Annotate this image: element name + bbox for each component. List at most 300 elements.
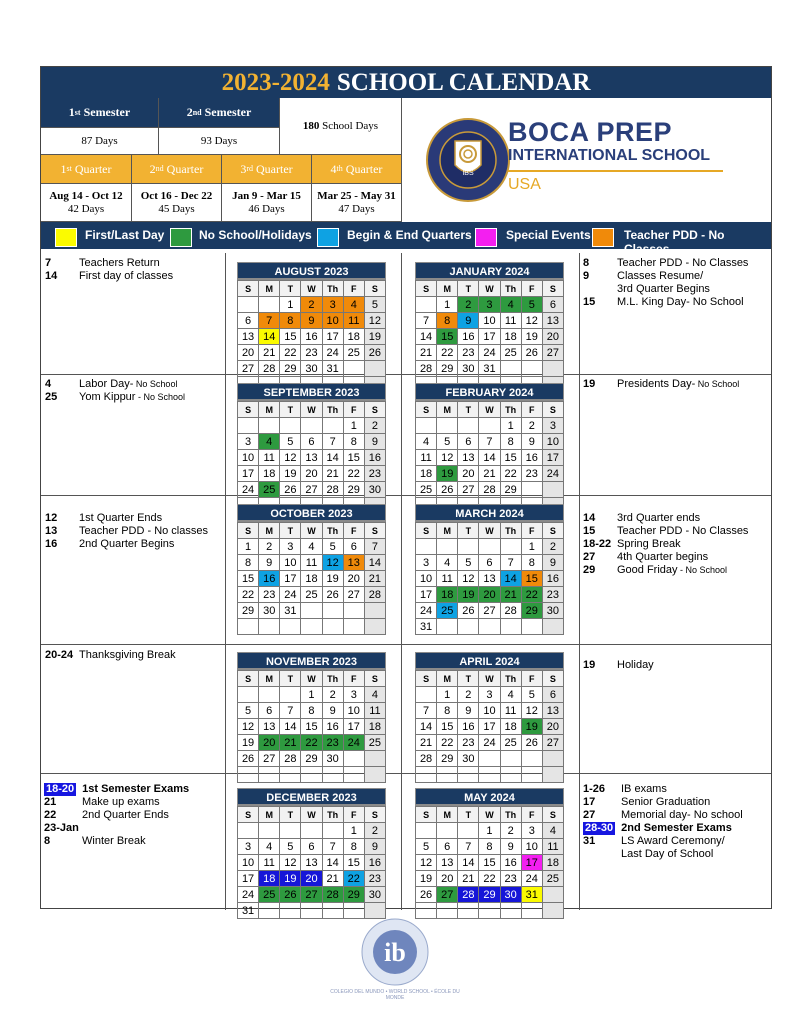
empty-day: [458, 619, 479, 635]
weekday-header: Th: [323, 807, 344, 823]
event-text: 2nd Semester Exams: [621, 822, 732, 834]
event-text: 3rd Quarter Begins: [617, 283, 710, 295]
day-cell: 13: [479, 571, 500, 587]
day-cell: 10: [416, 571, 437, 587]
event-item: [44, 783, 189, 796]
weekday-header: Th: [323, 523, 344, 539]
day-cell: 15: [479, 855, 500, 871]
color-legend: [41, 222, 771, 256]
day-cell: 18: [543, 855, 564, 871]
event-text: IB exams: [621, 783, 667, 795]
day-cell: 9: [458, 703, 479, 719]
day-cell: 6: [301, 839, 322, 855]
empty-day: [543, 619, 564, 635]
empty-day: [479, 619, 500, 635]
day-cell: 10: [344, 703, 365, 719]
event-date: 14: [583, 512, 596, 524]
month-november-2023: [237, 652, 386, 783]
row-divider: [41, 773, 771, 774]
weekday-header: S: [365, 807, 386, 823]
day-cell: 11: [365, 703, 386, 719]
day-cell: 29: [479, 887, 500, 903]
empty-day: [543, 751, 564, 767]
day-cell: 6: [238, 313, 259, 329]
event-item: [583, 283, 748, 296]
day-cell: 14: [323, 450, 344, 466]
day-cell: 25: [501, 345, 522, 361]
empty-day: [458, 767, 479, 783]
quarter-3-header: 3 rd Quarter: [222, 155, 312, 184]
day-cell: 13: [301, 450, 322, 466]
day-cell: 31: [238, 903, 259, 919]
day-cell: 25: [259, 482, 280, 498]
day-cell: 27: [543, 345, 564, 361]
month-title: FEBRUARY 2024: [415, 383, 564, 401]
day-cell: 21: [501, 587, 522, 603]
day-cell: 4: [259, 434, 280, 450]
empty-day: [344, 767, 365, 783]
event-text: Yom Kippur: [79, 391, 136, 403]
day-cell: 26: [238, 751, 259, 767]
weekday-header: F: [522, 671, 543, 687]
empty-day: [479, 751, 500, 767]
weekday-header: M: [437, 523, 458, 539]
day-cell: 22: [344, 466, 365, 482]
day-cell: 27: [479, 603, 500, 619]
day-cell: 1: [437, 687, 458, 703]
day-cell: 20: [259, 735, 280, 751]
day-cell: 21: [323, 871, 344, 887]
day-cell: 22: [301, 735, 322, 751]
day-cell: 13: [458, 450, 479, 466]
day-cell: 9: [501, 839, 522, 855]
column-divider: [401, 253, 402, 910]
month-title: MARCH 2024: [415, 504, 564, 522]
event-item: [583, 835, 743, 848]
day-cell: 30: [458, 361, 479, 377]
day-cell: 29: [522, 603, 543, 619]
event-date: 14: [45, 270, 58, 282]
event-text: Teachers Return: [79, 257, 160, 269]
day-cell: 11: [437, 571, 458, 587]
school-crest-icon: [425, 117, 511, 203]
day-cell: 24: [280, 587, 301, 603]
event-item: [583, 783, 743, 796]
empty-day: [416, 539, 437, 555]
event-text: Make up exams: [82, 796, 160, 808]
empty-day: [301, 619, 322, 635]
empty-day: [437, 418, 458, 434]
weekday-header: T: [458, 523, 479, 539]
event-item: [583, 659, 654, 672]
month-grid: [415, 280, 564, 393]
empty-day: [323, 418, 344, 434]
day-cell: 23: [522, 466, 543, 482]
weekday-header: M: [259, 523, 280, 539]
empty-day: [458, 539, 479, 555]
weekday-header: W: [479, 402, 500, 418]
empty-day: [301, 603, 322, 619]
day-cell: 17: [479, 719, 500, 735]
weekday-header: Th: [501, 281, 522, 297]
day-cell: 25: [416, 482, 437, 498]
day-cell: 28: [280, 751, 301, 767]
event-date: 27: [583, 809, 596, 821]
day-cell: 26: [323, 587, 344, 603]
event-text: First day of classes: [79, 270, 174, 282]
logo-school-subtitle: INTERNATIONAL SCHOOL: [508, 147, 711, 164]
day-cell: 22: [437, 345, 458, 361]
month-title: NOVEMBER 2023: [237, 652, 386, 670]
day-cell: 27: [437, 887, 458, 903]
events-december: [44, 783, 189, 848]
day-cell: 20: [301, 871, 322, 887]
day-cell: 25: [437, 603, 458, 619]
event-date: 17: [583, 796, 596, 808]
weekday-header: T: [458, 807, 479, 823]
day-cell: 28: [323, 482, 344, 498]
day-cell: 4: [501, 687, 522, 703]
weekday-header: Th: [501, 671, 522, 687]
day-cell: 28: [416, 361, 437, 377]
event-date: 19: [583, 659, 596, 671]
day-cell: 14: [365, 555, 386, 571]
day-cell: 8: [344, 839, 365, 855]
day-cell: 17: [543, 450, 564, 466]
events-march: [583, 512, 748, 577]
day-cell: 6: [301, 434, 322, 450]
day-cell: 5: [522, 687, 543, 703]
day-cell: 8: [437, 313, 458, 329]
day-cell: 14: [259, 329, 280, 345]
weekday-header: Th: [501, 402, 522, 418]
day-cell: 16: [501, 855, 522, 871]
day-cell: 28: [479, 482, 500, 498]
day-cell: 2: [543, 539, 564, 555]
day-cell: 22: [501, 466, 522, 482]
quarter-4-range: Mar 25 - May 31 47 Days: [312, 184, 402, 222]
month-grid: [415, 522, 564, 635]
weekday-header: T: [280, 807, 301, 823]
empty-day: [501, 767, 522, 783]
day-cell: 18: [501, 329, 522, 345]
event-item: [45, 512, 208, 525]
events-august: [45, 257, 173, 283]
empty-day: [458, 903, 479, 919]
day-cell: 2: [365, 823, 386, 839]
event-item: [583, 296, 748, 309]
event-date: 18-20: [46, 783, 75, 795]
weekday-header: S: [238, 281, 259, 297]
month-title: AUGUST 2023: [237, 262, 386, 280]
day-cell: 20: [479, 587, 500, 603]
day-cell: 21: [280, 735, 301, 751]
semester-2-days: 93 Days: [159, 128, 280, 155]
day-cell: 3: [280, 539, 301, 555]
empty-day: [259, 687, 280, 703]
day-cell: 27: [543, 735, 564, 751]
day-cell: 18: [259, 466, 280, 482]
day-cell: 8: [437, 703, 458, 719]
weekday-header: M: [259, 671, 280, 687]
day-cell: 20: [543, 719, 564, 735]
event-date: 13: [45, 525, 58, 537]
day-cell: 25: [301, 587, 322, 603]
day-cell: 21: [416, 345, 437, 361]
column-divider: [579, 253, 580, 910]
empty-day: [501, 751, 522, 767]
event-text: 1st Semester Exams: [82, 783, 190, 795]
event-text: 3rd Quarter ends: [617, 512, 701, 524]
day-cell: 25: [344, 345, 365, 361]
empty-day: [323, 767, 344, 783]
quarter-2-range: Oct 16 - Dec 22 45 Days: [132, 184, 222, 222]
day-cell: 13: [543, 703, 564, 719]
weekday-header: W: [479, 671, 500, 687]
empty-day: [280, 418, 301, 434]
day-cell: 3: [344, 687, 365, 703]
column-divider: [225, 253, 226, 910]
empty-day: [301, 823, 322, 839]
empty-day: [479, 539, 500, 555]
event-date: 25: [45, 391, 58, 403]
day-cell: 14: [479, 450, 500, 466]
row-divider: [41, 644, 771, 645]
day-cell: 29: [301, 751, 322, 767]
day-cell: 23: [301, 345, 322, 361]
event-text: Labor Day-: [79, 378, 134, 390]
svg-text:IBS: IBS: [462, 170, 474, 177]
day-cell: 17: [479, 329, 500, 345]
day-cell: 6: [543, 687, 564, 703]
quarter-1-header: 1 st Quarter: [41, 155, 132, 184]
day-cell: 12: [238, 719, 259, 735]
event-item: [583, 551, 748, 564]
day-cell: 30: [365, 887, 386, 903]
day-cell: 3: [416, 555, 437, 571]
empty-day: [238, 619, 259, 635]
empty-day: [323, 619, 344, 635]
weekday-header: S: [543, 402, 564, 418]
day-cell: 24: [479, 735, 500, 751]
empty-day: [280, 619, 301, 635]
day-cell: 15: [437, 719, 458, 735]
event-item: [583, 257, 748, 270]
day-cell: 16: [543, 571, 564, 587]
month-grid: [237, 522, 386, 635]
weekday-header: S: [416, 281, 437, 297]
event-item: [45, 257, 173, 270]
semester-2-header: 2 nd Semester: [159, 98, 280, 128]
weekday-header: S: [238, 671, 259, 687]
day-cell: 29: [344, 482, 365, 498]
month-grid: [237, 806, 386, 919]
day-cell: 13: [344, 555, 365, 571]
event-item: [45, 378, 185, 391]
day-cell: 4: [344, 297, 365, 313]
day-cell: 29: [280, 361, 301, 377]
empty-day: [437, 619, 458, 635]
legend-label-special: Special Events: [506, 228, 591, 242]
empty-day: [458, 418, 479, 434]
weekday-header: W: [479, 807, 500, 823]
day-cell: 22: [522, 587, 543, 603]
day-cell: 4: [301, 539, 322, 555]
day-cell: 3: [323, 297, 344, 313]
day-cell: 29: [344, 887, 365, 903]
weekday-header: S: [365, 523, 386, 539]
day-cell: 13: [437, 855, 458, 871]
day-cell: 23: [365, 871, 386, 887]
day-cell: 20: [437, 871, 458, 887]
logo-divider: [508, 170, 723, 172]
weekday-header: Th: [323, 671, 344, 687]
logo-country: USA: [508, 176, 541, 193]
month-grid: [415, 670, 564, 783]
day-cell: 17: [280, 571, 301, 587]
event-text: Teacher PDD - No Classes: [617, 257, 749, 269]
day-cell: 4: [259, 839, 280, 855]
day-cell: 16: [259, 571, 280, 587]
event-text: Thanksgiving Break: [79, 649, 176, 661]
legend-label-teacher-pdd: Teacher PDD - No Classes: [624, 228, 725, 256]
day-cell: 8: [238, 555, 259, 571]
day-cell: 7: [259, 313, 280, 329]
event-text: 2nd Quarter Begins: [79, 538, 175, 550]
day-cell: 26: [365, 345, 386, 361]
day-cell: 27: [301, 482, 322, 498]
day-cell: 26: [280, 482, 301, 498]
day-cell: 21: [458, 871, 479, 887]
day-cell: 1: [522, 539, 543, 555]
event-date: 12: [45, 512, 58, 524]
day-cell: 17: [344, 719, 365, 735]
day-cell: 1: [437, 297, 458, 313]
quarter-3-range: Jan 9 - Mar 15 46 Days: [222, 184, 312, 222]
empty-day: [501, 619, 522, 635]
empty-day: [416, 687, 437, 703]
weekday-header: S: [238, 523, 259, 539]
day-cell: 30: [458, 751, 479, 767]
day-cell: 24: [238, 887, 259, 903]
day-cell: 30: [543, 603, 564, 619]
calendar-frame: [40, 66, 772, 917]
day-cell: 4: [437, 555, 458, 571]
day-cell: 4: [501, 297, 522, 313]
event-date: 23-Jan 8: [44, 822, 79, 847]
day-cell: 29: [238, 603, 259, 619]
day-cell: 5: [437, 434, 458, 450]
day-cell: 9: [522, 434, 543, 450]
day-cell: 24: [344, 735, 365, 751]
month-grid: [237, 401, 386, 514]
month-title: OCTOBER 2023: [237, 504, 386, 522]
day-cell: 19: [280, 466, 301, 482]
weekday-header: T: [458, 402, 479, 418]
day-cell: 17: [238, 871, 259, 887]
day-cell: 14: [501, 571, 522, 587]
day-cell: 20: [238, 345, 259, 361]
day-cell: 8: [479, 839, 500, 855]
day-cell: 21: [259, 345, 280, 361]
day-cell: 24: [323, 345, 344, 361]
day-cell: 12: [280, 450, 301, 466]
day-cell: 9: [365, 839, 386, 855]
day-cell: 16: [522, 450, 543, 466]
day-cell: 28: [365, 587, 386, 603]
day-cell: 15: [280, 329, 301, 345]
day-cell: 1: [238, 539, 259, 555]
day-cell: 12: [458, 571, 479, 587]
day-cell: 7: [416, 313, 437, 329]
day-cell: 19: [416, 871, 437, 887]
empty-day: [259, 619, 280, 635]
month-march-2024: [415, 504, 564, 635]
event-item: [45, 538, 208, 551]
event-date: 31: [583, 835, 596, 847]
month-grid: [415, 806, 564, 919]
day-cell: 22: [437, 735, 458, 751]
day-cell: 21: [479, 466, 500, 482]
month-august-2023: [237, 262, 386, 393]
month-title: DECEMBER 2023: [237, 788, 386, 806]
empty-day: [344, 751, 365, 767]
day-cell: 27: [301, 887, 322, 903]
empty-day: [416, 767, 437, 783]
day-cell: 20: [344, 571, 365, 587]
day-cell: 29: [437, 361, 458, 377]
day-cell: 3: [543, 418, 564, 434]
event-item: [44, 809, 189, 822]
month-may-2024: [415, 788, 564, 919]
empty-day: [479, 903, 500, 919]
day-cell: 25: [543, 871, 564, 887]
day-cell: 3: [238, 434, 259, 450]
event-text: Senior Graduation: [621, 796, 711, 808]
day-cell: 19: [323, 571, 344, 587]
event-text: Presidents Day-: [617, 378, 696, 390]
day-cell: 28: [458, 887, 479, 903]
event-date: 21: [44, 796, 57, 808]
day-cell: 11: [259, 855, 280, 871]
weekday-header: F: [344, 402, 365, 418]
empty-day: [437, 539, 458, 555]
empty-day: [301, 418, 322, 434]
month-october-2023: [237, 504, 386, 635]
weekday-header: Th: [501, 807, 522, 823]
day-cell: 31: [522, 887, 543, 903]
month-december-2023: [237, 788, 386, 919]
month-title: MAY 2024: [415, 788, 564, 806]
day-cell: 18: [259, 871, 280, 887]
event-date: 16: [45, 538, 58, 550]
empty-day: [344, 619, 365, 635]
day-cell: 9: [458, 313, 479, 329]
weekday-header: S: [416, 671, 437, 687]
day-cell: 15: [344, 450, 365, 466]
day-cell: 10: [280, 555, 301, 571]
day-cell: 9: [301, 313, 322, 329]
day-cell: 12: [522, 313, 543, 329]
day-cell: 27: [344, 587, 365, 603]
event-date: 4: [45, 378, 52, 390]
quarter-1-range: Aug 14 - Oct 12 42 Days: [41, 184, 132, 222]
day-cell: 30: [259, 603, 280, 619]
weekday-header: S: [365, 281, 386, 297]
day-cell: 6: [543, 297, 564, 313]
empty-day: [365, 603, 386, 619]
day-cell: 14: [280, 719, 301, 735]
